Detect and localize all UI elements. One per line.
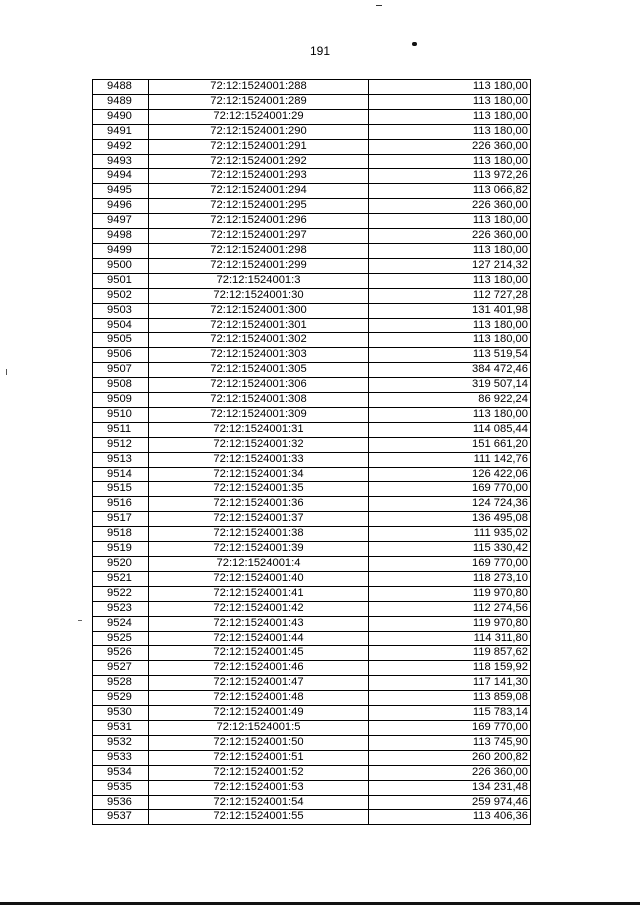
- value-cell: 259 974,46: [369, 795, 531, 810]
- row-number-cell: 9522: [93, 586, 149, 601]
- row-number-cell: 9498: [93, 229, 149, 244]
- row-number-cell: 9516: [93, 497, 149, 512]
- row-number-cell: 9525: [93, 631, 149, 646]
- value-cell: 113 066,82: [369, 184, 531, 199]
- table-row: [93, 661, 531, 676]
- cadastral-number-cell: 72:12:1524001:305: [149, 363, 369, 378]
- row-number-cell: 9500: [93, 258, 149, 273]
- row-number-cell: 9504: [93, 318, 149, 333]
- cadastral-number-cell: 72:12:1524001:290: [149, 124, 369, 139]
- row-number-cell: 9526: [93, 646, 149, 661]
- cadastral-number-cell: 72:12:1524001:44: [149, 631, 369, 646]
- table-row: [93, 646, 531, 661]
- table-row: [93, 258, 531, 273]
- cadastral-number-cell: 72:12:1524001:48: [149, 691, 369, 706]
- cadastral-number-cell: 72:12:1524001:291: [149, 139, 369, 154]
- row-number-cell: 9521: [93, 571, 149, 586]
- table-row: [93, 780, 531, 795]
- cadastral-number-cell: 72:12:1524001:294: [149, 184, 369, 199]
- cadastral-number-cell: 72:12:1524001:55: [149, 810, 369, 825]
- value-cell: 226 360,00: [369, 765, 531, 780]
- row-number-cell: 9506: [93, 348, 149, 363]
- row-number-cell: 9519: [93, 542, 149, 557]
- table-row: [93, 527, 531, 542]
- table-row: [93, 80, 531, 95]
- value-cell: 119 970,80: [369, 616, 531, 631]
- table-row: [93, 691, 531, 706]
- page-number: 191: [309, 44, 331, 58]
- cadastral-number-cell: 72:12:1524001:31: [149, 422, 369, 437]
- table-row: [93, 452, 531, 467]
- row-number-cell: 9524: [93, 616, 149, 631]
- row-number-cell: 9505: [93, 333, 149, 348]
- row-number-cell: 9530: [93, 706, 149, 721]
- table-row: [93, 154, 531, 169]
- table-row: [93, 229, 531, 244]
- row-number-cell: 9520: [93, 557, 149, 572]
- value-cell: 113 180,00: [369, 124, 531, 139]
- cadastral-number-cell: 72:12:1524001:29: [149, 109, 369, 124]
- cadastral-number-cell: 72:12:1524001:301: [149, 318, 369, 333]
- table-row: [93, 750, 531, 765]
- value-cell: 169 770,00: [369, 482, 531, 497]
- table-row: [93, 616, 531, 631]
- table-row: [93, 706, 531, 721]
- cadastral-number-cell: 72:12:1524001:43: [149, 616, 369, 631]
- table-row: [93, 437, 531, 452]
- table-row: [93, 184, 531, 199]
- value-cell: 111 935,02: [369, 527, 531, 542]
- row-number-cell: 9507: [93, 363, 149, 378]
- scan-mark: [78, 620, 82, 621]
- row-number-cell: 9499: [93, 243, 149, 258]
- table-row: [93, 303, 531, 318]
- cadastral-number-cell: 72:12:1524001:32: [149, 437, 369, 452]
- scan-mark: [6, 369, 7, 375]
- value-cell: 114 085,44: [369, 422, 531, 437]
- cadastral-number-cell: 72:12:1524001:30: [149, 288, 369, 303]
- value-cell: 115 330,42: [369, 542, 531, 557]
- value-cell: 226 360,00: [369, 139, 531, 154]
- cadastral-number-cell: 72:12:1524001:306: [149, 378, 369, 393]
- value-cell: 169 770,00: [369, 557, 531, 572]
- value-cell: 113 972,26: [369, 169, 531, 184]
- row-number-cell: 9523: [93, 601, 149, 616]
- cadastral-number-cell: 72:12:1524001:293: [149, 169, 369, 184]
- value-cell: 113 180,00: [369, 214, 531, 229]
- table-row: [93, 467, 531, 482]
- scan-mark: [376, 5, 382, 6]
- row-number-cell: 9534: [93, 765, 149, 780]
- row-number-cell: 9513: [93, 452, 149, 467]
- cadastral-number-cell: 72:12:1524001:51: [149, 750, 369, 765]
- table-row: [93, 363, 531, 378]
- value-cell: 260 200,82: [369, 750, 531, 765]
- table-row: [93, 199, 531, 214]
- cadastral-number-cell: 72:12:1524001:49: [149, 706, 369, 721]
- table-row: [93, 422, 531, 437]
- cadastral-number-cell: 72:12:1524001:45: [149, 646, 369, 661]
- value-cell: 136 495,08: [369, 512, 531, 527]
- row-number-cell: 9509: [93, 393, 149, 408]
- row-number-cell: 9528: [93, 676, 149, 691]
- cadastral-number-cell: 72:12:1524001:52: [149, 765, 369, 780]
- cadastral-value-table: [92, 79, 531, 825]
- value-cell: 113 180,00: [369, 80, 531, 95]
- table-row: [93, 139, 531, 154]
- table-row: [93, 333, 531, 348]
- cadastral-number-cell: 72:12:1524001:38: [149, 527, 369, 542]
- cadastral-number-cell: 72:12:1524001:33: [149, 452, 369, 467]
- row-number-cell: 9492: [93, 139, 149, 154]
- table-row: [93, 601, 531, 616]
- value-cell: 119 970,80: [369, 586, 531, 601]
- row-number-cell: 9517: [93, 512, 149, 527]
- value-cell: 113 180,00: [369, 154, 531, 169]
- row-number-cell: 9489: [93, 94, 149, 109]
- table-row: [93, 512, 531, 527]
- row-number-cell: 9491: [93, 124, 149, 139]
- table-row: [93, 124, 531, 139]
- row-number-cell: 9527: [93, 661, 149, 676]
- value-cell: 151 661,20: [369, 437, 531, 452]
- table-row: [93, 810, 531, 825]
- value-cell: 113 406,36: [369, 810, 531, 825]
- cadastral-number-cell: 72:12:1524001:308: [149, 393, 369, 408]
- row-number-cell: 9514: [93, 467, 149, 482]
- cadastral-number-cell: 72:12:1524001:34: [149, 467, 369, 482]
- value-cell: 124 724,36: [369, 497, 531, 512]
- table-row: [93, 214, 531, 229]
- table-row: [93, 407, 531, 422]
- value-cell: 117 141,30: [369, 676, 531, 691]
- value-cell: 319 507,14: [369, 378, 531, 393]
- scan-dot: [412, 42, 417, 46]
- row-number-cell: 9518: [93, 527, 149, 542]
- cadastral-number-cell: 72:12:1524001:303: [149, 348, 369, 363]
- value-cell: 226 360,00: [369, 199, 531, 214]
- value-cell: 119 857,62: [369, 646, 531, 661]
- row-number-cell: 9496: [93, 199, 149, 214]
- row-number-cell: 9488: [93, 80, 149, 95]
- cadastral-number-cell: 72:12:1524001:5: [149, 720, 369, 735]
- table-row: [93, 765, 531, 780]
- row-number-cell: 9495: [93, 184, 149, 199]
- table-row: [93, 378, 531, 393]
- value-cell: 113 180,00: [369, 243, 531, 258]
- value-cell: 113 180,00: [369, 407, 531, 422]
- cadastral-number-cell: 72:12:1524001:53: [149, 780, 369, 795]
- cadastral-number-cell: 72:12:1524001:289: [149, 94, 369, 109]
- row-number-cell: 9502: [93, 288, 149, 303]
- row-number-cell: 9493: [93, 154, 149, 169]
- cadastral-number-cell: 72:12:1524001:298: [149, 243, 369, 258]
- value-cell: 126 422,06: [369, 467, 531, 482]
- cadastral-number-cell: 72:12:1524001:3: [149, 273, 369, 288]
- cadastral-number-cell: 72:12:1524001:42: [149, 601, 369, 616]
- value-cell: 118 273,10: [369, 571, 531, 586]
- row-number-cell: 9490: [93, 109, 149, 124]
- row-number-cell: 9531: [93, 720, 149, 735]
- cadastral-number-cell: 72:12:1524001:297: [149, 229, 369, 244]
- table-row: [93, 482, 531, 497]
- table-row: [93, 571, 531, 586]
- table-row: [93, 94, 531, 109]
- cadastral-number-cell: 72:12:1524001:35: [149, 482, 369, 497]
- table-row: [93, 497, 531, 512]
- table-row: [93, 243, 531, 258]
- row-number-cell: 9510: [93, 407, 149, 422]
- table-row: [93, 735, 531, 750]
- cadastral-number-cell: 72:12:1524001:299: [149, 258, 369, 273]
- table-row: [93, 348, 531, 363]
- row-number-cell: 9503: [93, 303, 149, 318]
- table-row: [93, 318, 531, 333]
- row-number-cell: 9494: [93, 169, 149, 184]
- value-cell: 112 727,28: [369, 288, 531, 303]
- table-row: [93, 631, 531, 646]
- value-cell: 113 180,00: [369, 318, 531, 333]
- table-row: [93, 109, 531, 124]
- cadastral-number-cell: 72:12:1524001:295: [149, 199, 369, 214]
- table-row: [93, 676, 531, 691]
- value-cell: 226 360,00: [369, 229, 531, 244]
- value-cell: 115 783,14: [369, 706, 531, 721]
- table-row: [93, 393, 531, 408]
- value-cell: 114 311,80: [369, 631, 531, 646]
- value-cell: 113 180,00: [369, 109, 531, 124]
- value-cell: 113 180,00: [369, 94, 531, 109]
- row-number-cell: 9515: [93, 482, 149, 497]
- table-row: [93, 720, 531, 735]
- table-body: [93, 80, 531, 825]
- table-row: [93, 169, 531, 184]
- row-number-cell: 9532: [93, 735, 149, 750]
- row-number-cell: 9511: [93, 422, 149, 437]
- value-cell: 113 745,90: [369, 735, 531, 750]
- row-number-cell: 9536: [93, 795, 149, 810]
- value-cell: 113 859,08: [369, 691, 531, 706]
- table-row: [93, 586, 531, 601]
- row-number-cell: 9537: [93, 810, 149, 825]
- row-number-cell: 9501: [93, 273, 149, 288]
- cadastral-number-cell: 72:12:1524001:36: [149, 497, 369, 512]
- cadastral-number-cell: 72:12:1524001:47: [149, 676, 369, 691]
- cadastral-number-cell: 72:12:1524001:300: [149, 303, 369, 318]
- cadastral-number-cell: 72:12:1524001:309: [149, 407, 369, 422]
- value-cell: 134 231,48: [369, 780, 531, 795]
- row-number-cell: 9497: [93, 214, 149, 229]
- value-cell: 111 142,76: [369, 452, 531, 467]
- cadastral-number-cell: 72:12:1524001:292: [149, 154, 369, 169]
- cadastral-number-cell: 72:12:1524001:54: [149, 795, 369, 810]
- row-number-cell: 9512: [93, 437, 149, 452]
- table-row: [93, 557, 531, 572]
- row-number-cell: 9535: [93, 780, 149, 795]
- value-cell: 127 214,32: [369, 258, 531, 273]
- row-number-cell: 9508: [93, 378, 149, 393]
- table-row: [93, 273, 531, 288]
- cadastral-number-cell: 72:12:1524001:46: [149, 661, 369, 676]
- value-cell: 113 180,00: [369, 273, 531, 288]
- value-cell: 384 472,46: [369, 363, 531, 378]
- value-cell: 118 159,92: [369, 661, 531, 676]
- cadastral-number-cell: 72:12:1524001:296: [149, 214, 369, 229]
- cadastral-number-cell: 72:12:1524001:39: [149, 542, 369, 557]
- cadastral-number-cell: 72:12:1524001:4: [149, 557, 369, 572]
- table-row: [93, 288, 531, 303]
- value-cell: 131 401,98: [369, 303, 531, 318]
- cadastral-number-cell: 72:12:1524001:41: [149, 586, 369, 601]
- value-cell: 169 770,00: [369, 720, 531, 735]
- cadastral-number-cell: 72:12:1524001:302: [149, 333, 369, 348]
- cadastral-number-cell: 72:12:1524001:288: [149, 80, 369, 95]
- cadastral-number-cell: 72:12:1524001:40: [149, 571, 369, 586]
- value-cell: 113 519,54: [369, 348, 531, 363]
- row-number-cell: 9533: [93, 750, 149, 765]
- table-row: [93, 795, 531, 810]
- cadastral-number-cell: 72:12:1524001:50: [149, 735, 369, 750]
- value-cell: 112 274,56: [369, 601, 531, 616]
- value-cell: 86 922,24: [369, 393, 531, 408]
- row-number-cell: 9529: [93, 691, 149, 706]
- table-row: [93, 542, 531, 557]
- value-cell: 113 180,00: [369, 333, 531, 348]
- cadastral-number-cell: 72:12:1524001:37: [149, 512, 369, 527]
